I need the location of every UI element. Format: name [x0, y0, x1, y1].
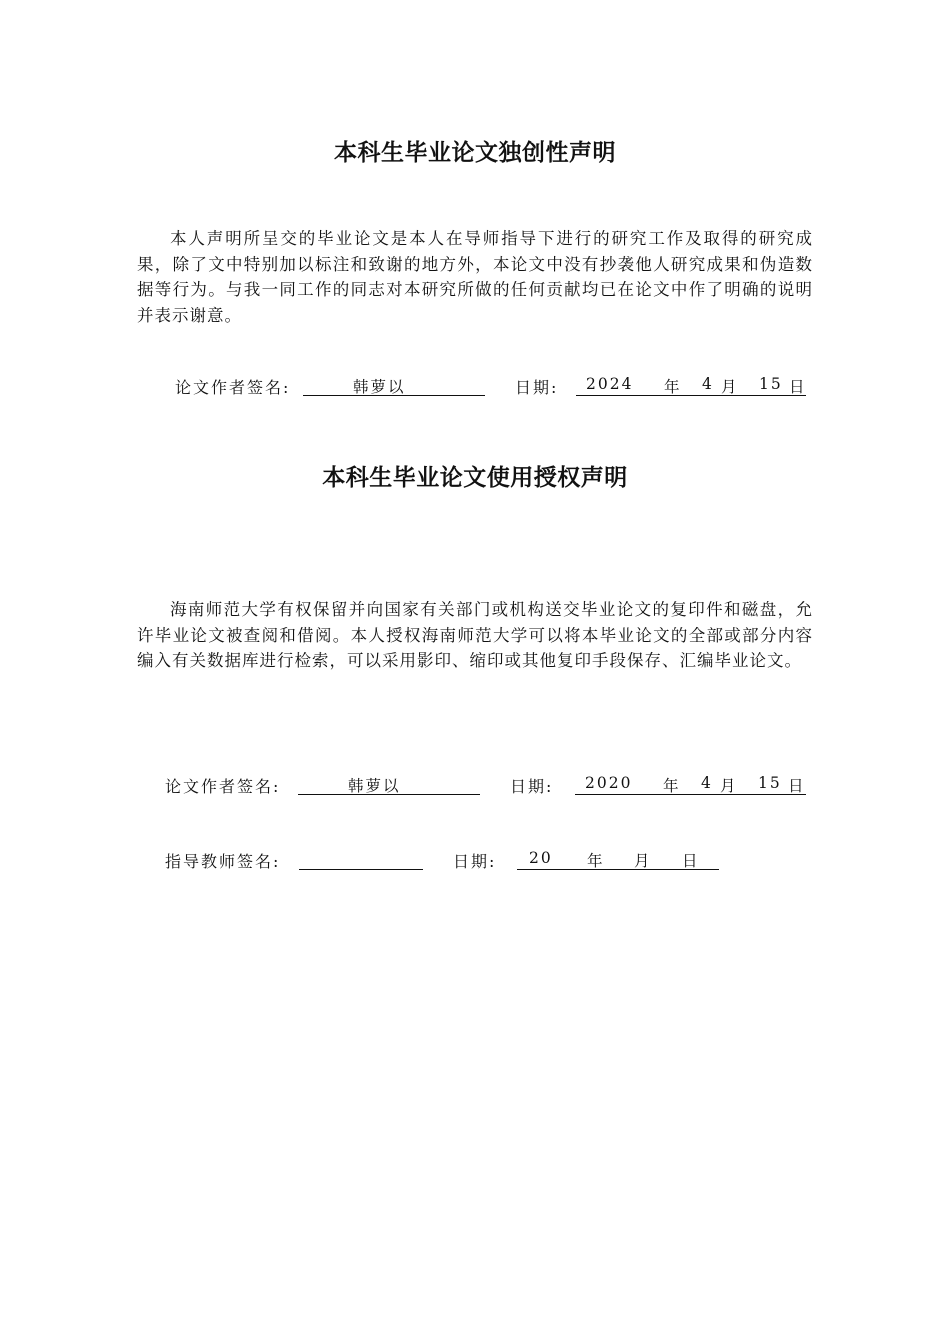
advisor-date-field: [517, 849, 719, 870]
author-date-year: 2020: [585, 774, 633, 792]
advisor-date-label: 日期:: [453, 852, 497, 871]
date-year: 2024: [586, 375, 634, 393]
author-date-field: [575, 774, 806, 795]
author-date-day-unit: 日: [788, 777, 806, 795]
originality-body: 本人声明所呈交的毕业论文是本人在导师指导下进行的研究工作及取得的研究成果，除了文中特别加以标注和致谢的地方外，本论文中没有抄袭他人研究成果和伪造数据等行为。与我一同工作的同志对本研究所做的任何贡献均已在论文中作了明确的说明并表示谢意。: [137, 229, 813, 325]
originality-title: 本科生毕业论文独创性声明: [334, 140, 616, 166]
date-month-unit: 月: [721, 378, 739, 396]
advisor-date-day-unit: 日: [682, 852, 700, 870]
author-date-month-unit: 月: [720, 777, 738, 795]
date-label: 日期:: [515, 378, 559, 397]
date-day-unit: 日: [789, 378, 807, 396]
date-field: [576, 375, 806, 396]
authorization-body: 海南师范大学有权保留并向国家有关部门或机构送交毕业论文的复印件和磁盘，允许毕业论文被查阅和借阅。本人授权海南师范大学可以将本毕业论文的全部或部分内容编入有关数据库进行检索，可以采用影印、缩印或其他复印手段保存、汇编毕业论文。: [137, 600, 813, 670]
advisor-date-month-unit: 月: [634, 852, 652, 870]
author-signature-value: 韩萝以: [348, 777, 401, 795]
signature-value: 韩萝以: [353, 378, 406, 396]
advisor-date-year-unit: 年: [587, 852, 605, 870]
advisor-signature-label: 指导教师签名:: [165, 852, 281, 871]
originality-signature-row: [0, 375, 950, 397]
date-year-unit: 年: [664, 378, 682, 396]
author-date-day: 15: [758, 774, 782, 792]
advisor-date-year: 20: [529, 849, 553, 867]
authorization-title: 本科生毕业论文使用授权声明: [322, 465, 628, 491]
date-day: 15: [759, 375, 783, 393]
author-signature-label: 论文作者签名:: [165, 777, 281, 796]
advisor-signature-field: [299, 849, 423, 870]
author-signature-row: [0, 774, 950, 796]
signature-field: [303, 375, 485, 396]
advisor-signature-row: [0, 849, 950, 871]
date-month: 4: [702, 375, 714, 393]
author-date-label: 日期:: [510, 777, 554, 796]
author-date-year-unit: 年: [663, 777, 681, 795]
author-date-month: 4: [701, 774, 713, 792]
author-signature-field: [298, 774, 480, 795]
signature-label: 论文作者签名:: [175, 378, 291, 397]
